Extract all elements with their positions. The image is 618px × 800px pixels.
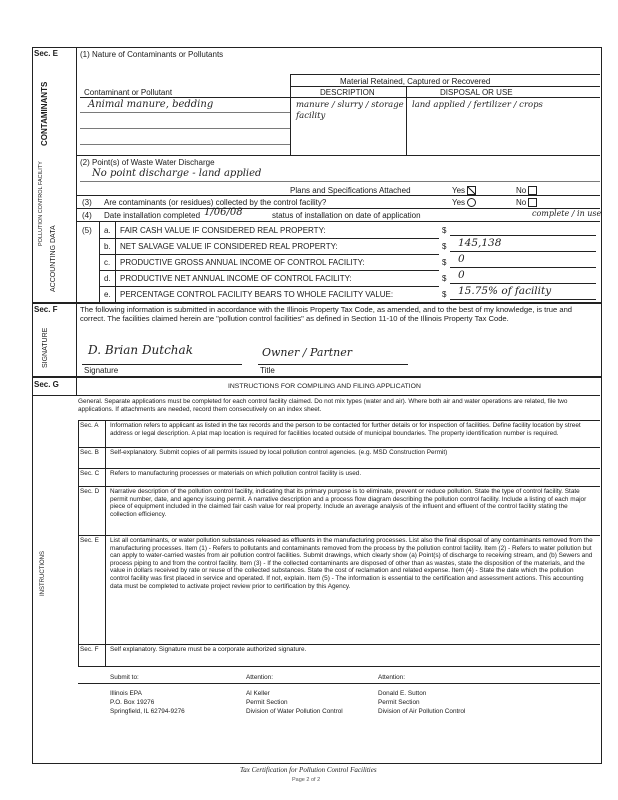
item1-title: (1) Nature of Contaminants or Pollutants — [80, 50, 224, 59]
dollar-sign: $ — [442, 226, 447, 235]
side-label-contaminants: CONTAMINANTS — [40, 81, 49, 146]
accounting-row-letter: a. — [104, 226, 111, 235]
signature-label: Signature — [84, 366, 119, 375]
address-line: Al Keller — [246, 690, 270, 697]
row-rule — [78, 666, 600, 667]
rule — [290, 86, 600, 87]
instruction-text: Self explanatory. Signature must be a corporate authorized signature. — [110, 646, 307, 653]
accounting-row-value: 145,138 — [458, 237, 502, 249]
rule — [77, 208, 600, 209]
accounting-row-value: 15.75% of facility — [458, 285, 552, 297]
dollar-sign: $ — [442, 290, 447, 299]
footer-page: Page 2 of 2 — [292, 777, 321, 783]
row-rule — [78, 535, 600, 536]
side-label-accounting: ACCOUNTING DATA — [50, 225, 57, 292]
rule — [82, 364, 242, 365]
accounting-row-label: PRODUCTIVE NET ANNUAL INCOME OF CONTROL FACILITY: — [120, 274, 352, 283]
hw-title: Owner / Partner — [262, 346, 352, 359]
instructions-general: General. Separate applications must be completed for each control facility claimed. Do not mix types (water and air). Where both air and water operations are related, file two applications. If attachments are needed, record them consecutively on an index sheet. — [78, 398, 568, 413]
accounting-row-label: FAIR CASH VALUE IF CONSIDERED REAL PROPERTY: — [120, 226, 326, 235]
address-line: Division of Water Pollution Control — [246, 708, 343, 715]
value-underline — [450, 299, 596, 300]
row4-num: (4) — [82, 211, 92, 220]
dollar-sign: $ — [442, 274, 447, 283]
address-line: Illinois EPA — [110, 690, 142, 697]
rule — [80, 144, 290, 145]
instruction-label: Sec. B — [80, 449, 99, 456]
accounting-row-letter: b. — [104, 242, 111, 251]
instruction-text: Self-explanatory. Submit copies of all permits issued by local pollution control agencies. (e.g. MSD Construction Permit) — [110, 449, 448, 456]
rule — [78, 683, 600, 684]
address-line: Division of Air Pollution Control — [378, 708, 466, 715]
col-contaminant: Contaminant or Pollutant — [84, 88, 173, 97]
accounting-row-value: 0 — [458, 269, 465, 281]
hw-date: 1/06/08 — [204, 207, 243, 218]
rule — [76, 302, 77, 377]
value-underline — [450, 283, 596, 284]
section-f-label: Sec. F — [34, 305, 58, 314]
row5-num: (5) — [82, 226, 92, 235]
row3-no[interactable] — [516, 198, 537, 207]
rule — [32, 395, 600, 396]
attention-2: Attention: — [378, 674, 406, 681]
row-rule — [78, 468, 600, 469]
section-g-label: Sec. G — [34, 380, 59, 389]
address-line: P.O. Box 19276 — [110, 699, 155, 706]
hw-discharge: No point discharge - land applied — [92, 168, 262, 179]
row-rule — [99, 254, 439, 255]
instruction-text: Narrative description of the pollution control facility, indicating that its primary purpose is to eliminate, prevent or reduce pollution. State the type of control facility. State permit number, date, and agency issuing permit. A narrative description and a process flow diagram describing the pollution control facility. Include a listing of each major piece of equipment included in the claimed fair cash value for real property. Include an average analysis of the influent and effluent of the control facility stating the collection efficiency. — [110, 488, 587, 518]
rule — [80, 181, 600, 182]
col-description: DESCRIPTION — [320, 88, 375, 97]
row-rule — [78, 644, 600, 645]
row3-yes-checkbox[interactable] — [467, 198, 476, 207]
attention-1: Attention: — [246, 674, 274, 681]
plans-yes[interactable] — [452, 186, 476, 195]
instruction-text: Refers to manufacturing processes or materials on which pollution control facility is used. — [110, 470, 362, 477]
title-label: Title — [260, 366, 275, 375]
plans-no[interactable] — [516, 186, 537, 195]
row3-yes[interactable] — [452, 198, 476, 207]
rule — [77, 221, 600, 222]
footer-title: Tax Certification for Pollution Control Facilities — [240, 766, 377, 774]
accounting-row-value: 0 — [458, 253, 465, 265]
instruction-label: Sec. C — [80, 470, 100, 477]
row-rule — [78, 420, 600, 421]
col-disposal: DISPOSAL OR USE — [440, 88, 513, 97]
row3-yes-label: Yes — [452, 198, 466, 207]
row3-num: (3) — [82, 198, 92, 207]
row3-no-label: No — [516, 198, 527, 207]
side-label-pollution-facility: POLLUTION CONTROL FACILITY — [38, 161, 44, 246]
accounting-row-letter: e. — [104, 290, 111, 299]
hw-signature: D. Brian Dutchak — [88, 343, 193, 357]
material-header: Material Retained, Captured or Recovered — [340, 77, 491, 86]
address-line: Permit Section — [246, 699, 288, 706]
hw-disposal: land applied / fertilizer / crops — [412, 100, 543, 110]
instruction-label: Sec. D — [80, 488, 100, 495]
submit-to: Submit to: — [110, 674, 139, 681]
dollar-sign: $ — [442, 258, 447, 267]
row4-text: Date installation completed — [104, 211, 201, 220]
row-rule — [99, 286, 439, 287]
accounting-row-letter: c. — [104, 258, 111, 267]
row-rule — [99, 238, 439, 239]
section-e-side-divider — [76, 47, 77, 303]
row3-text: Are contaminants (or residues) collected by the control facility? — [104, 198, 327, 207]
row4-status: status of installation on date of application — [272, 211, 421, 220]
rule — [115, 221, 116, 303]
value-underline — [450, 267, 596, 268]
row-rule — [78, 486, 600, 487]
row3-no-checkbox[interactable] — [528, 198, 537, 207]
rule — [290, 75, 291, 155]
row-rule — [78, 447, 600, 448]
instruction-text: Information refers to applicant as listed in the tax records and the person to be contacted for further details or for inspection of facilities. Define facility location by street address or legal description. A plat map location is required for facilities located outside of municipal boundaries. The property identification number is required. — [110, 422, 581, 437]
instruction-text: List all contaminants, or water pollution substances released as effluents in the manufacturing processes. List also the final disposal of any contaminants removed from the manufacturing processes. Item (1) - Refers to pollutants and contaminants removed from the process by the pollution control facility. Item (2) - Refers to water pollution but can apply to water-carried wastes from air pollution control facilities. Submit drawings, which clearly show (a) Point(s) of discharge to receiving stream, and (b) Sewers and process piping to and from the control facility. Item (3) - If the collected contaminants are disposed of other than as wastes, state the disposition of the materials, and the value in dollars received by rate or reuse of the collected substances. State the cost of reclamation and related expense. Item (4) - State the date which the pollution control facility was first placed in service and operated. If not, explain. Item (5) - The information is essential to the certification and assessment actions. This accounting data must be completed to activate project review prior to certification by this Agency. — [110, 537, 593, 590]
rule — [258, 364, 408, 365]
plans-yes-label: Yes — [452, 186, 466, 195]
value-underline — [450, 235, 596, 236]
rule — [80, 128, 290, 129]
address-line: Permit Section — [378, 699, 420, 706]
section-e-label: Sec. E — [34, 49, 59, 58]
rule — [290, 74, 600, 75]
plans-no-label: No — [516, 186, 527, 195]
side-label-signature: SIGNATURE — [42, 327, 49, 368]
side-label-instructions: INSTRUCTIONS — [40, 551, 46, 596]
plans-label: Plans and Specifications Attached — [290, 186, 411, 195]
hw-description: manure / slurry / storage facility — [296, 100, 404, 121]
hw-contaminant: Animal manure, bedding — [88, 99, 214, 110]
accounting-row-label: PERCENTAGE CONTROL FACILITY BEARS TO WHOLE FACILITY VALUE: — [120, 290, 394, 299]
rule — [77, 195, 600, 196]
value-underline — [450, 251, 596, 252]
rule — [99, 221, 100, 303]
accounting-row-label: NET SALVAGE VALUE IF CONSIDERED REAL PROPERTY: — [120, 242, 338, 251]
dollar-sign: $ — [442, 242, 447, 251]
rule — [76, 376, 77, 396]
rule — [77, 155, 600, 156]
item2-title: (2) Point(s) of Waste Water Discharge — [80, 158, 215, 167]
accounting-row-letter: d. — [104, 274, 111, 283]
instruction-label-cell — [78, 535, 106, 645]
instruction-label: Sec. A — [80, 422, 99, 429]
address-line: Springfield, IL 62794-9276 — [110, 708, 185, 715]
accounting-row-label: PRODUCTIVE GROSS ANNUAL INCOME OF CONTROL FACILITY: — [120, 258, 365, 267]
rule — [80, 97, 600, 98]
row-rule — [99, 270, 439, 271]
rule — [80, 112, 290, 113]
instruction-label: Sec. E — [80, 537, 99, 544]
hw-status: complete / in use — [532, 209, 602, 218]
instructions-heading: INSTRUCTIONS FOR COMPILING AND FILING APPLICATION — [228, 383, 421, 390]
section-f-text: The following information is submitted in accordance with the Illinois Property Tax Code, as amended, and to the best of my knowledge, is true and correct. The facilities claimed herein are "pollution control facilities" as defined in Section 11-10 of the Illinois Property Tax Code. — [80, 305, 573, 323]
address-line: Donald E. Sutton — [378, 690, 427, 697]
instruction-label: Sec. F — [80, 646, 99, 653]
